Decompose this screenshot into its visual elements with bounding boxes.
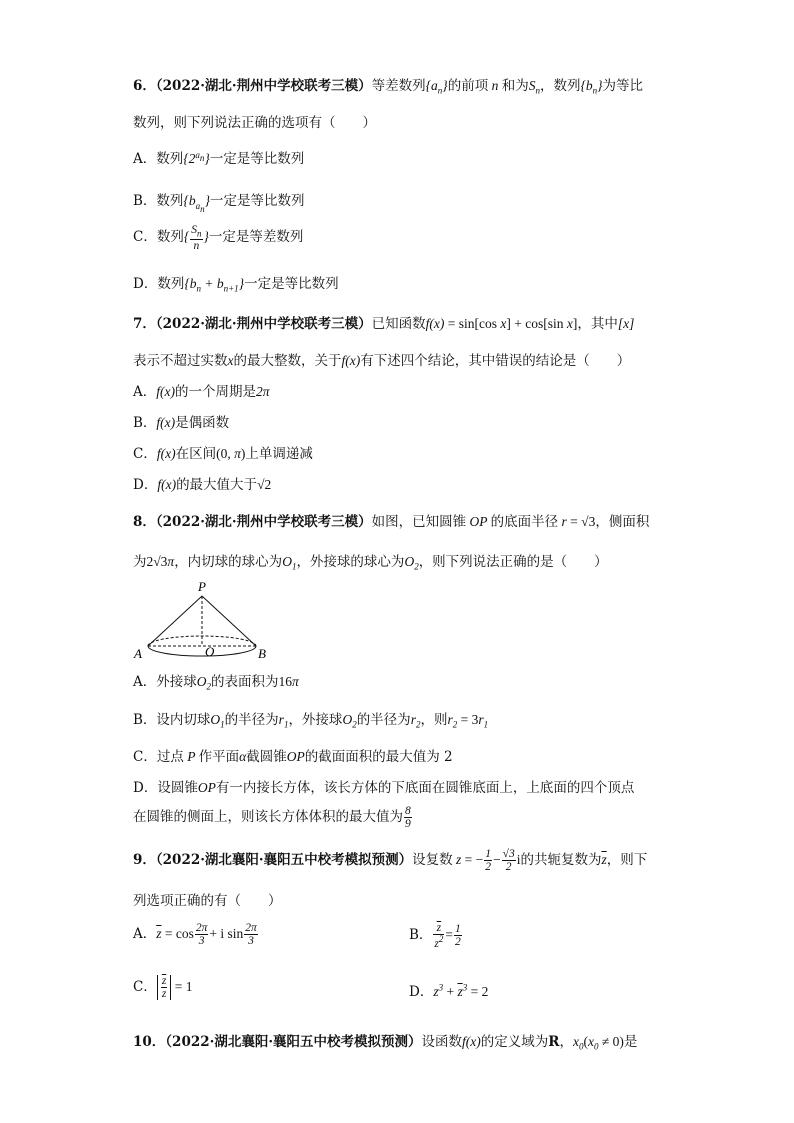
q7-option-c <box>133 442 313 462</box>
q8-option-c-text: 的截面面积的最大值为 2 <box>304 749 453 765</box>
q7-text: 有下述四个结论，其中错误的结论是（ ） <box>360 353 631 369</box>
q6-option-c <box>133 224 303 252</box>
q8-text: ，则下列说法正确的是（ ） <box>418 554 608 570</box>
q7-number: 7． <box>133 316 156 332</box>
q9-option-c-math: $\frac{\overline{z}}{z}$ = 1 <box>157 979 193 994</box>
q6-stem-line2: 数列，则下列说法正确的选项有（ ） <box>133 115 376 131</box>
q7-option-a-math: f(x) <box>156 384 175 399</box>
q10-text: 的定义域为 <box>480 1034 549 1050</box>
q8-text: 如图，已知圆锥 <box>371 514 467 530</box>
q9-math-z: z = − $\frac{1}{2}$ − $\frac{√3}{2}$ i <box>452 848 521 874</box>
q8-stem-line1 <box>133 510 649 530</box>
q6-source: （2022·湖北·荆州中学校联考三模） <box>155 78 372 94</box>
q8-option-c-label: C．过点 <box>133 749 184 765</box>
q6-option-b-text: 一定是等比数列 <box>209 193 305 209</box>
q7-stem-line2 <box>133 349 630 369</box>
q8-option-b-label: B．设内切球 <box>133 712 211 728</box>
q8-math-area: 2√3π <box>146 554 175 569</box>
q9-option-d-label: D． <box>409 984 434 1000</box>
q8-option-c-math2: α <box>239 749 247 764</box>
q8-option-b-math1: $O_1$ <box>210 712 225 730</box>
q8-option-c <box>133 745 453 765</box>
q8-option-c-text: 作平面 <box>198 749 240 765</box>
q9-option-d-math: $z^3 + \overline{z}^3 = 2$ <box>433 982 489 999</box>
q7-option-d <box>133 473 271 493</box>
q8-text: 的底面半径 <box>490 514 559 530</box>
q7-math-x2: x <box>227 353 234 368</box>
q9-option-c-label: C． <box>133 979 157 995</box>
q7-option-d-text: 的最大值大于 <box>176 477 258 493</box>
q7-stem-line1 <box>133 312 634 332</box>
q8-option-b-text: 的半径为 <box>356 712 411 728</box>
cone-label-p: P <box>198 579 206 594</box>
q7-option-c-text2: 上单调递减 <box>245 446 313 462</box>
q8-text: 为 <box>133 554 147 570</box>
q6-option-b-math: $\{b_{a_n}\}$ <box>183 193 210 214</box>
q8-stem-line2 <box>133 550 608 572</box>
q6-text: 等差数列 <box>371 78 426 94</box>
q7-text: 已知函数 <box>371 316 426 332</box>
q6-text: ，数列 <box>539 78 581 94</box>
q8-option-d-text2: 在圆锥的侧面上，则该长方体体积的最大值为 <box>133 809 403 825</box>
q9-option-b-label: B． <box>409 927 433 944</box>
q6-option-c-label: C．数列 <box>133 229 184 245</box>
q7-option-b <box>133 411 229 431</box>
q9-option-b <box>409 922 463 950</box>
q6-option-b-label: B．数列 <box>133 193 184 209</box>
q8-text: ，侧面积 <box>595 514 650 530</box>
q8-option-d-frac: $\frac{8}{9}$ <box>405 805 411 831</box>
q9-text: 的共轭复数为 <box>520 852 602 868</box>
q6-option-d-text: 一定是等比数列 <box>244 276 339 292</box>
q8-number: 8． <box>133 514 156 530</box>
q7-text: 表示不超过实数 <box>133 353 228 369</box>
q6-math-bn: $\{b_n\}$ <box>580 78 603 96</box>
q9-option-a-label: A． <box>133 926 157 942</box>
q6-math-an: $\{a_n\}$ <box>425 78 448 96</box>
q8-option-c-math3: OP <box>286 749 305 764</box>
q6-option-d <box>133 272 339 294</box>
q7-option-c-math2: (0, π) <box>216 446 246 461</box>
q7-option-d-math: f(x) <box>157 477 177 492</box>
q8-option-a-text: 的表面积为 <box>211 674 279 690</box>
q6-option-d-math: $\{b_n + b_{n+1}\}$ <box>184 276 245 294</box>
q7-option-a <box>133 380 270 400</box>
q6-option-a-math: $\{2^{a_n}\}$ <box>183 149 210 166</box>
q8-text: ，外接球的球心为 <box>296 554 405 570</box>
q8-option-b-math5: $r_2 = 3r_1$ <box>447 712 489 730</box>
q7-option-d-math2: √2 <box>257 477 272 492</box>
q7-text: 的最大整数，关于 <box>233 353 342 369</box>
q10-math-x0: $x_0(x_0 \ne 0)$ <box>573 1034 624 1052</box>
q7-math-fx2: f(x) <box>341 353 361 368</box>
q6-stem-line1 <box>133 74 643 96</box>
q6-option-b <box>133 189 304 213</box>
q7-text: ，其中 <box>577 316 618 332</box>
q6-option-c-text: 一定是等差数列 <box>208 229 304 245</box>
q7-option-c-math: f(x) <box>156 446 176 461</box>
q6-math-sn: $S_n$ <box>528 78 540 96</box>
q9-text: 设复数 <box>412 852 453 868</box>
q8-option-d-math: OP <box>197 780 216 795</box>
q8-option-a <box>133 670 299 692</box>
q8-option-b-math2: $r_1$ <box>278 712 289 730</box>
q8-option-a-label: A．外接球 <box>133 674 197 690</box>
q7-option-c-label: C． <box>133 446 157 462</box>
q8-math-op: OP <box>466 514 491 529</box>
q7-math-fx: f(x) = sin[cos x] + cos[sin x] <box>425 316 578 331</box>
q10-text: 设函数 <box>421 1034 463 1050</box>
q8-option-b-math3: $O_2$ <box>342 712 357 730</box>
q7-option-b-label: B． <box>133 415 157 431</box>
q8-source: （2022·湖北·荆州中学校联考三模） <box>155 514 372 530</box>
q7-option-b-text: 是偶函数 <box>175 415 230 431</box>
q8-option-b-text: ，则 <box>420 712 448 728</box>
q10-text: ， <box>559 1034 573 1050</box>
q8-option-d-text: 有一内接长方体，该长方体的下底面在圆锥底面上，上底面的四个顶点 <box>215 780 635 796</box>
q6-number: 6． <box>133 78 156 94</box>
q6-option-a <box>133 147 304 167</box>
q10-source: （2022·湖北襄阳·襄阳五中校考模拟预测） <box>165 1034 422 1050</box>
q7-option-a-math2: 2π <box>255 384 270 399</box>
cone-label-o: O <box>205 644 215 659</box>
q7-option-d-label: D． <box>133 477 158 493</box>
q9-option-d <box>409 980 488 1000</box>
q9-option-c <box>133 975 192 1000</box>
q8-option-b-text: ，外接球 <box>288 712 343 728</box>
q8-option-d-line2 <box>133 805 413 830</box>
q8-option-b <box>133 708 488 730</box>
q10-stem-line1 <box>133 1030 637 1052</box>
q8-option-d-line1 <box>133 776 634 796</box>
q10-math-r: R <box>548 1034 560 1050</box>
q7-source: （2022·湖北·荆州中学校联考三模） <box>155 316 372 332</box>
q9-source: （2022·湖北襄阳·襄阳五中校考模拟预测） <box>155 852 413 868</box>
q6-text: 和为 <box>501 78 529 94</box>
q7-option-b-math: f(x) <box>156 415 176 430</box>
q8-option-a-math2: 16π <box>278 674 299 689</box>
q9-option-a-math: $\overline{z} = \cos$ $\frac{2\pi}{3}$ + i sin $\frac{2\pi}{3}$ <box>156 922 257 948</box>
q7-option-a-label: A． <box>133 384 157 400</box>
q6-option-a-text: 一定是等比数列 <box>209 151 305 167</box>
q8-math-o2: $O_2$ <box>404 554 419 572</box>
q6-option-d-label: D．数列 <box>133 276 185 292</box>
q7-option-a-text: 的一个周期是 <box>174 384 256 400</box>
q8-option-b-math4: $r_2$ <box>410 712 421 730</box>
q9-stem-line2: 列选项正确的有（ ） <box>133 893 282 909</box>
q10-text: 是 <box>623 1034 638 1050</box>
q9-stem-line1 <box>133 848 647 873</box>
q8-math-o1: $O_1$ <box>282 554 297 572</box>
q8-text: ，内切球的球心为 <box>174 554 283 570</box>
q8-option-b-text: 的半径为 <box>224 712 279 728</box>
q6-option-a-label: A．数列 <box>133 151 184 167</box>
q6-text: 的前项 <box>447 78 489 94</box>
q7-option-c-text: 在区间 <box>175 446 217 462</box>
q8-option-c-math1: P <box>183 749 199 764</box>
cone-label-a: A <box>134 646 142 661</box>
q8-math-r: r = √3 <box>558 514 596 529</box>
cone-figure <box>128 578 278 663</box>
q9-option-b-math: $\frac{\overline{z}}{z^2}$ = $\frac{1}{2}$ <box>434 922 461 950</box>
q6-math-n: n <box>488 78 502 93</box>
cone-label-b: B <box>258 646 266 661</box>
q9-math-zbar: $\overline{z}$ <box>601 852 607 867</box>
q10-number: 10． <box>133 1034 166 1050</box>
q9-option-a <box>133 922 259 947</box>
q10-math-fx: f(x) <box>462 1034 481 1049</box>
q6-option-c-math: { $\frac{S_n}{n}$ } <box>183 224 209 252</box>
q8-option-a-math: $O_2$ <box>196 674 211 692</box>
q8-option-c-text: 截圆锥 <box>246 749 287 765</box>
q8-option-d-label: D．设圆锥 <box>133 780 198 796</box>
q9-text: ，则下 <box>606 852 648 868</box>
q7-math-x: [x] <box>617 316 635 331</box>
q9-number: 9． <box>133 852 156 868</box>
q6-text: 为等比 <box>602 78 644 94</box>
